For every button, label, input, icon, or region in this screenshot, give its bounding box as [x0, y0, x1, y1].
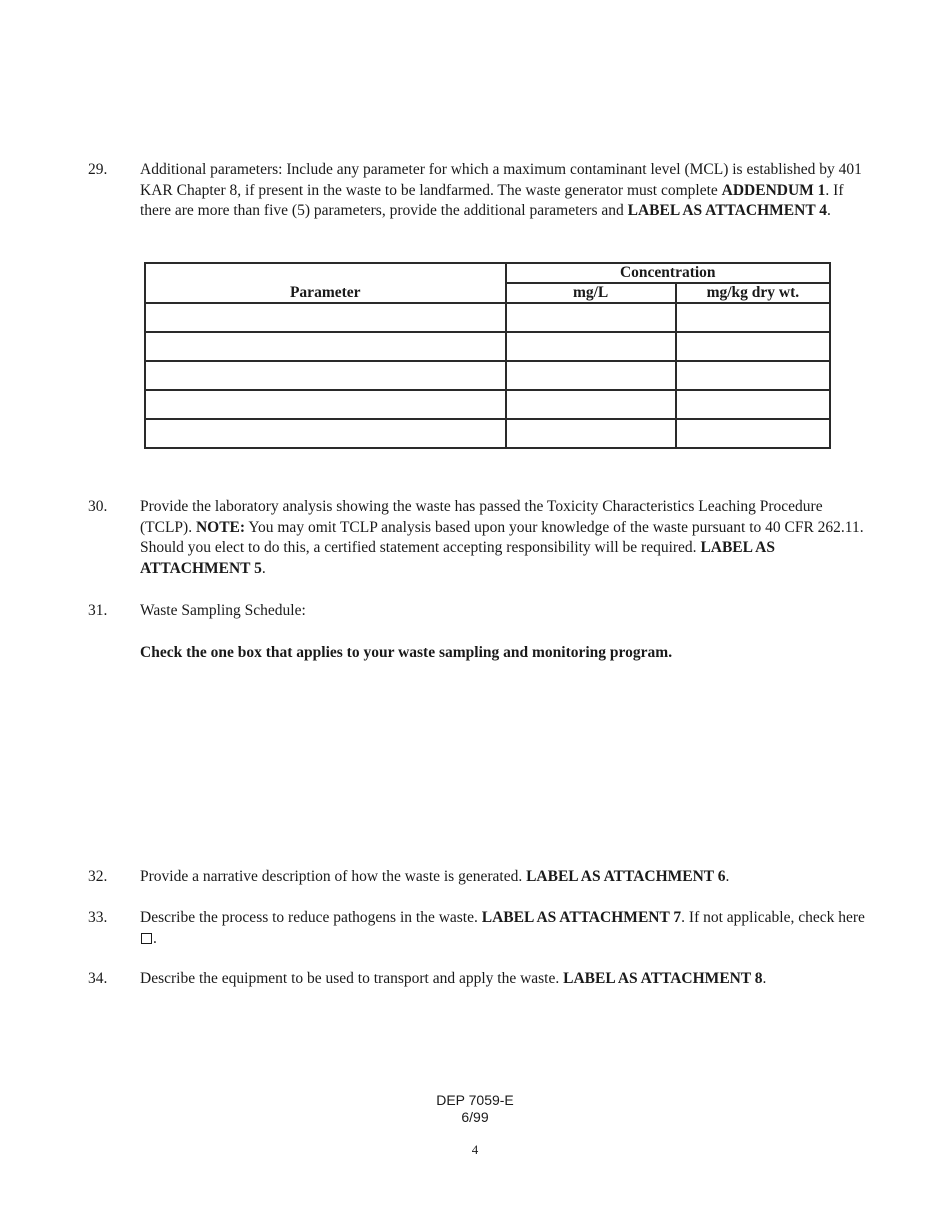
- header-mgl: mg/L: [506, 283, 676, 303]
- header-concentration: Concentration: [506, 263, 830, 283]
- mgkg-cell[interactable]: [676, 361, 830, 390]
- parameter-table: [144, 262, 831, 449]
- item-text: Provide a narrative description of how the waste is generated. LABEL AS ATTACHMENT 6.: [140, 868, 730, 885]
- item-number: 33.: [88, 909, 108, 926]
- parameter-cell[interactable]: [145, 303, 506, 332]
- mgl-cell[interactable]: [506, 303, 676, 332]
- not-applicable-checkbox[interactable]: [141, 933, 152, 944]
- header-parameter: Parameter: [145, 263, 506, 303]
- mgkg-cell[interactable]: [676, 332, 830, 361]
- mgl-cell[interactable]: [506, 390, 676, 419]
- header-mgkg: mg/kg dry wt.: [676, 283, 830, 303]
- mgl-cell[interactable]: [506, 361, 676, 390]
- parameter-cell[interactable]: [145, 361, 506, 390]
- item-text: Waste Sampling Schedule:: [140, 602, 306, 619]
- item-text: Additional parameters: Include any parameter for which a maximum contaminant level (MCL) is established by 401 KAR Chapter 8, if present in the waste to be landfarmed. The waste generator must complete ADDENDUM 1. If there are more than five (5) parameters, provide the additional parameters and LABEL AS ATTACHMENT 4.: [140, 161, 862, 219]
- mgl-cell[interactable]: [506, 419, 676, 448]
- table-row: [145, 303, 830, 332]
- form-number: DEP 7059-E: [436, 1092, 514, 1108]
- item-number: 29.: [88, 161, 108, 178]
- mgl-cell[interactable]: [506, 332, 676, 361]
- item-text: Describe the process to reduce pathogens in the waste. LABEL AS ATTACHMENT 7. If not applicable, check here .: [140, 909, 865, 947]
- item-number: 34.: [88, 970, 108, 987]
- mgkg-cell[interactable]: [676, 303, 830, 332]
- item-number: 31.: [88, 602, 108, 619]
- mgkg-cell[interactable]: [676, 419, 830, 448]
- item-number: 32.: [88, 868, 108, 885]
- parameter-cell[interactable]: [145, 332, 506, 361]
- table-row: [145, 361, 830, 390]
- form-date: 6/99: [461, 1109, 489, 1125]
- sampling-instruction: Check the one box that applies to your waste sampling and monitoring program.: [140, 644, 673, 661]
- item-text: Describe the equipment to be used to transport and apply the waste. LABEL AS ATTACHMENT 8.: [140, 970, 767, 987]
- table-row: [145, 419, 830, 448]
- parameter-cell[interactable]: [145, 419, 506, 448]
- item-text: Provide the laboratory analysis showing the waste has passed the Toxicity Characteristics Leaching Procedure (TCLP). NOTE: You may omit TCLP analysis based upon your knowledge of the waste pursuant to 40 CFR 262.11. Should you elect to do this, a certified statement accepting responsibility will be required. LABEL AS ATTACHMENT 5.: [140, 498, 864, 577]
- table-row: [145, 332, 830, 361]
- page-number: 4: [471, 1142, 479, 1157]
- item-number: 30.: [88, 498, 108, 515]
- mgkg-cell[interactable]: [676, 390, 830, 419]
- table-row: [145, 390, 830, 419]
- parameter-cell[interactable]: [145, 390, 506, 419]
